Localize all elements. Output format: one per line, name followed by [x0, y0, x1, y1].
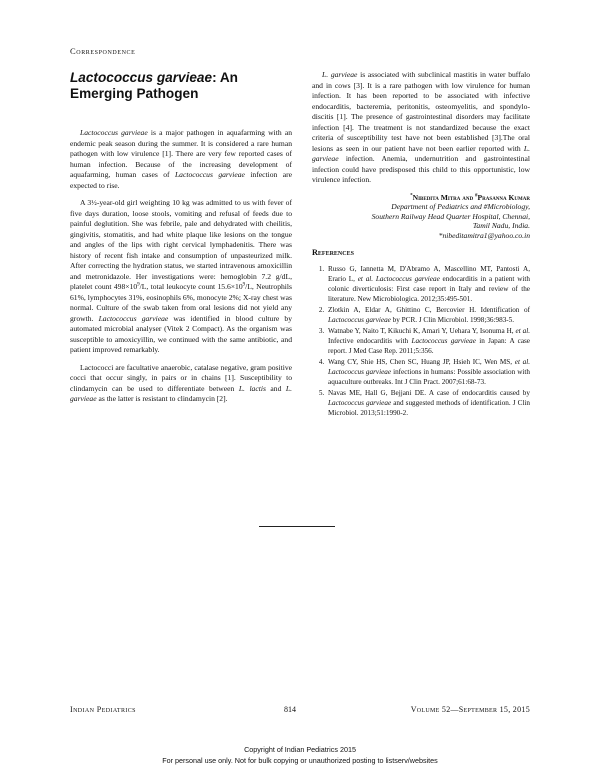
text-run: is associated with subclinical mastitis in water buffalo and in cows [3]. It is a rare pathogen with low virulence for human infection. It has been reported to be associated with infective endocarditis, bacteremia, peritonitis, osteomyelitis, and spondylo-discitis [1]. The presence of gastrointestinal disorders may facilitate infection [4]. The treatment is not standardized because the exact criteria of susceptibility test have not been established [3].The oral lesions as seen in our patient have not been earlier reported with: [312, 70, 530, 153]
text-run: /L, total leukocyte count 15.6×10: [139, 282, 243, 291]
author-email[interactable]: *nibeditamitra1@yahoo.co.in: [438, 230, 530, 240]
text-run: by PCR. J Clin Microbiol. 1998;36:983-5.: [390, 315, 515, 324]
reference-item: [326, 326, 530, 356]
italic-text: Lactococcus garvieae: [80, 128, 148, 137]
article-title: [70, 70, 292, 102]
superscript: 9: [242, 282, 246, 288]
text-run: was identified in blood culture by automated microbial analyser (Vitek 2 Compact). As the organism was susceptible to amoxicyillin, we continued with the same antibiotic, and patient improved remarkably.: [70, 313, 292, 354]
text-run: Wang CY, Shie HS, Chen SC, Huang JP, Hsieh IC, Wen MS,: [328, 357, 515, 366]
right-column: [312, 70, 530, 419]
author-hospital: Southern Railway Head Quarter Hospital, Chennai,: [371, 211, 530, 221]
author-department: Department of Pediatrics and #Microbiology,: [391, 202, 530, 212]
text-run: as the latter is resistant to clindamycin [2].: [96, 394, 228, 403]
italic-text: Lactococcus garvieae: [328, 315, 391, 324]
italic-text: Lactococcus garvieae: [411, 336, 476, 345]
text-run: A 3½-year-old girl weighting 10 kg was admitted to us with fever of five days duration, loose stools, vomiting and refusal of feeds due to painful deglutition. She was febrile, pale and dehydrated with cheilitis, gingivitis, stomatitis, and had white plaque like lesions on the tongue and angles of the lips with right cervical lymphadenitis. There was history of recent fish intake and consumption of unpasteurized milk. After correcting the hydration status, we started intravenous amoxicillin and metronidazole. Her investigations were: hemoglobin 7.2 g/dL, platelet count 498×10: [70, 198, 292, 291]
discussion-continued-paragraph: [312, 70, 530, 186]
case-paragraph: [70, 198, 292, 356]
author-block: [312, 193, 530, 241]
author-name-1: Nibedita Mitra: [412, 192, 461, 202]
references-list: [312, 264, 530, 418]
copyright-line: Copyright of Indian Pediatrics 2015: [244, 745, 356, 754]
text-run: and suggested methods of identification. J Clin Microbiol. 2013;51:1990-2.: [328, 398, 530, 417]
italic-text: et al. Lactococcus garvieae: [357, 274, 440, 283]
text-run: Lactococci are facultative anaerobic, catalase negative, gram positive cocci that occur singly, in pairs or in chains [1]. Susceptibility to clindamycin can be used to differentiate between: [70, 362, 292, 393]
discussion-paragraph: [70, 363, 292, 405]
title-organism: Lactococcus garvieae: [70, 70, 213, 85]
reference-item: [326, 357, 530, 387]
text-run: infection. Anemia, undernutrition and gastrointestinal infection could have predisposed this child to this opportunistic, low virulence infection.: [312, 154, 530, 184]
usage-notice: For personal use only. Not for bulk copying or unauthorized posting to listserv/websites: [162, 756, 438, 765]
reference-item: [326, 305, 530, 325]
author-mark-1: *: [410, 192, 413, 198]
author-names: [312, 193, 530, 203]
references-heading: References: [312, 248, 354, 258]
end-rule: [259, 526, 335, 527]
footer-journal: Indian Pediatrics: [70, 705, 136, 714]
author-mark-2: #: [475, 192, 478, 198]
section-label: Correspondence: [70, 46, 136, 56]
italic-text: Lactococcus garvieae: [174, 170, 245, 179]
text-run: infection are expected to rise.: [70, 170, 292, 190]
text-run: /L, Neutrophils 61%, lymphocytes 31%, eosinophils 6%, monocyte 2%; X-ray chest was normal. Culture of the swab taken from oral lesions did not yield any growth.: [70, 282, 292, 323]
italic-text: et al.: [515, 326, 530, 335]
text-run: Infective endocarditis with: [328, 336, 412, 345]
text-run: and: [265, 383, 286, 393]
author-location: Tamil Nadu, India.: [472, 221, 530, 231]
italic-text: Lactococcus garvieae: [98, 313, 169, 323]
author-and: and: [460, 192, 476, 202]
italic-text: L. garvieae: [322, 70, 358, 79]
text-run: endocarditis in a patient with colonic diverticulosis: First case report in Italy and review of the literature. New Microbiologica. 2012;35:495-501.: [328, 274, 530, 303]
reference-item: [326, 264, 530, 304]
text-run: in Japan: A case report. J Med Case Rep. 2011;5:356.: [328, 336, 530, 355]
text-run: infections in humans: Possible association with aquaculture outbreaks. Int J Clin Pract. 2007;61:68-73.: [328, 367, 531, 386]
text-run: Navas ME, Hall G, Bejjani DE. A case of endocarditis caused by: [328, 388, 530, 397]
italic-text: Lactococcus garvieae: [328, 398, 392, 407]
left-column: [70, 128, 292, 412]
text-run: Watnabe Y, Naito T, Kikuchi K, Amari Y, Uehara Y, Isonuma H,: [328, 326, 516, 335]
reference-item: [326, 388, 530, 418]
footer-page-number: 814: [284, 705, 296, 714]
italic-text: L. garvieae: [70, 383, 292, 403]
footer-volume: Volume 52—September 15, 2015: [410, 705, 530, 714]
italic-text: L. lactis: [238, 383, 266, 393]
superscript: 9: [137, 282, 140, 288]
text-run: Zlotkin A, Eldar A, Ghittino C, Bercovier H. Identification of: [328, 305, 530, 314]
text-run: Russo G, Iannetta M, D'Abramo A, Mascellino MT, Pantosti A, Erario L,: [328, 264, 530, 283]
italic-text: et al. Lactococcus garvieae: [328, 357, 530, 376]
text-run: is a major pathogen in aquafarming with an endemic peak season during the summer. It is considered a rare human pathogen with low virulence [1]. There are very few reported cases of human infection. Because of the increasing development of aquafarming, human cases of: [70, 128, 292, 179]
author-name-2: Prasanna Kumar: [477, 192, 530, 202]
intro-paragraph: [70, 128, 292, 191]
title-rest: : An Emerging Pathogen: [70, 70, 238, 101]
italic-text: L. garvieae: [312, 143, 530, 163]
